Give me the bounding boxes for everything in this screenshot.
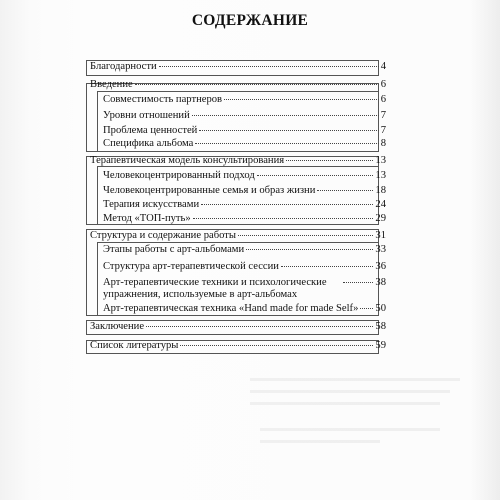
dot-leader: [159, 66, 379, 67]
toc-entry-title: Уровни отношений: [103, 110, 190, 121]
toc-entry-title: Метод «ТОП-путь»: [103, 213, 191, 224]
toc-entry-title: Проблема ценностей: [103, 125, 198, 136]
dot-leader: [195, 143, 378, 144]
toc-entry-page: 7: [380, 110, 386, 121]
dot-leader: [281, 266, 373, 267]
toc-entry: [90, 61, 386, 73]
toc-entry-page: 38: [375, 277, 386, 288]
dot-leader: [238, 235, 373, 236]
toc-entry: [103, 185, 386, 197]
toc-entry-page: 6: [380, 94, 386, 105]
toc-entry-page: 33: [375, 244, 386, 255]
toc-entry-title: Список литературы: [90, 340, 179, 351]
toc-entry-title: Человекоцентрированный подход: [103, 170, 255, 181]
toc-entry-page: 13: [375, 170, 386, 181]
page-title: СОДЕРЖАНИЕ: [191, 12, 309, 29]
toc-entry-title: Специфика альбома: [103, 138, 194, 149]
toc-entry-page: 6: [380, 79, 386, 90]
dot-leader: [224, 99, 379, 100]
dot-leader: [180, 345, 373, 346]
toc-entry-title: Благодарности: [90, 61, 157, 72]
dot-leader: [146, 326, 373, 327]
bleed-through-mark: [250, 378, 460, 381]
toc-entry-page: 31: [375, 230, 386, 241]
toc-entry: [103, 213, 386, 225]
toc-entry: [103, 199, 386, 211]
toc-entry-title: Арт-терапевтические техники и психологические упражнения, используемые в арт-альбомах: [103, 277, 327, 300]
dot-leader: [343, 282, 373, 283]
dot-leader: [135, 84, 379, 85]
toc-entry: [90, 155, 386, 167]
dot-leader: [201, 204, 373, 205]
toc-entry: [103, 244, 386, 256]
toc-entry-page: 7: [380, 125, 386, 136]
dot-leader: [317, 190, 373, 191]
toc-entry-title: Терапевтическая модель консультирования: [90, 155, 285, 166]
toc-entry-page: 18: [375, 185, 386, 196]
toc-entry-page: 13: [375, 155, 386, 166]
toc-entry-title: Совместимость партнеров: [103, 94, 223, 105]
toc-entry-title: Этапы работы с арт-альбомами: [103, 244, 245, 255]
toc-entry-title: Структура и содержание работы: [90, 230, 236, 241]
toc-entry: [90, 230, 386, 242]
toc-entry: [90, 79, 386, 91]
dot-leader: [360, 308, 373, 309]
toc-entry-title: Человекоцентрированные семья и образ жизни: [103, 185, 316, 196]
dot-leader: [246, 249, 373, 250]
toc-entry: [103, 303, 386, 315]
toc-entry-title: Структура арт-терапевтической сессии: [103, 261, 279, 272]
toc-entry-page: 58: [375, 321, 386, 332]
dot-leader: [199, 130, 378, 131]
toc-entry-page: 24: [375, 199, 386, 210]
toc-entry: [103, 138, 386, 150]
toc-entry: [103, 125, 386, 137]
bleed-through-mark: [250, 402, 440, 405]
toc-entry: [103, 94, 386, 106]
dot-leader: [193, 218, 374, 219]
toc-entry-page: 59: [375, 340, 386, 351]
dot-leader: [257, 175, 374, 176]
toc-entry-page: 8: [380, 138, 386, 149]
bleed-through-mark: [260, 440, 380, 443]
toc-entry: [90, 321, 386, 333]
toc-entry-page: 50: [375, 303, 386, 314]
toc-entry: [103, 261, 386, 273]
toc-entry-multiline: [103, 277, 386, 300]
bleed-through-mark: [260, 428, 440, 431]
toc-entry-title: Арт-терапевтическая техника «Hand made for made Self»: [103, 303, 359, 314]
toc-entry: [103, 110, 386, 122]
toc-entry: [103, 170, 386, 182]
toc-entry-page: 36: [375, 261, 386, 272]
toc-entry-title: Терапия искусствами: [103, 199, 200, 210]
bleed-through-mark: [250, 390, 450, 393]
toc-entry-page: 4: [380, 61, 386, 72]
toc-entry-title: Заключение: [90, 321, 145, 332]
toc-entry-page: 29: [375, 213, 386, 224]
toc-entry-title: Введение: [90, 79, 133, 90]
dot-leader: [286, 160, 373, 161]
toc-entry: [90, 340, 386, 352]
dot-leader: [192, 115, 379, 116]
